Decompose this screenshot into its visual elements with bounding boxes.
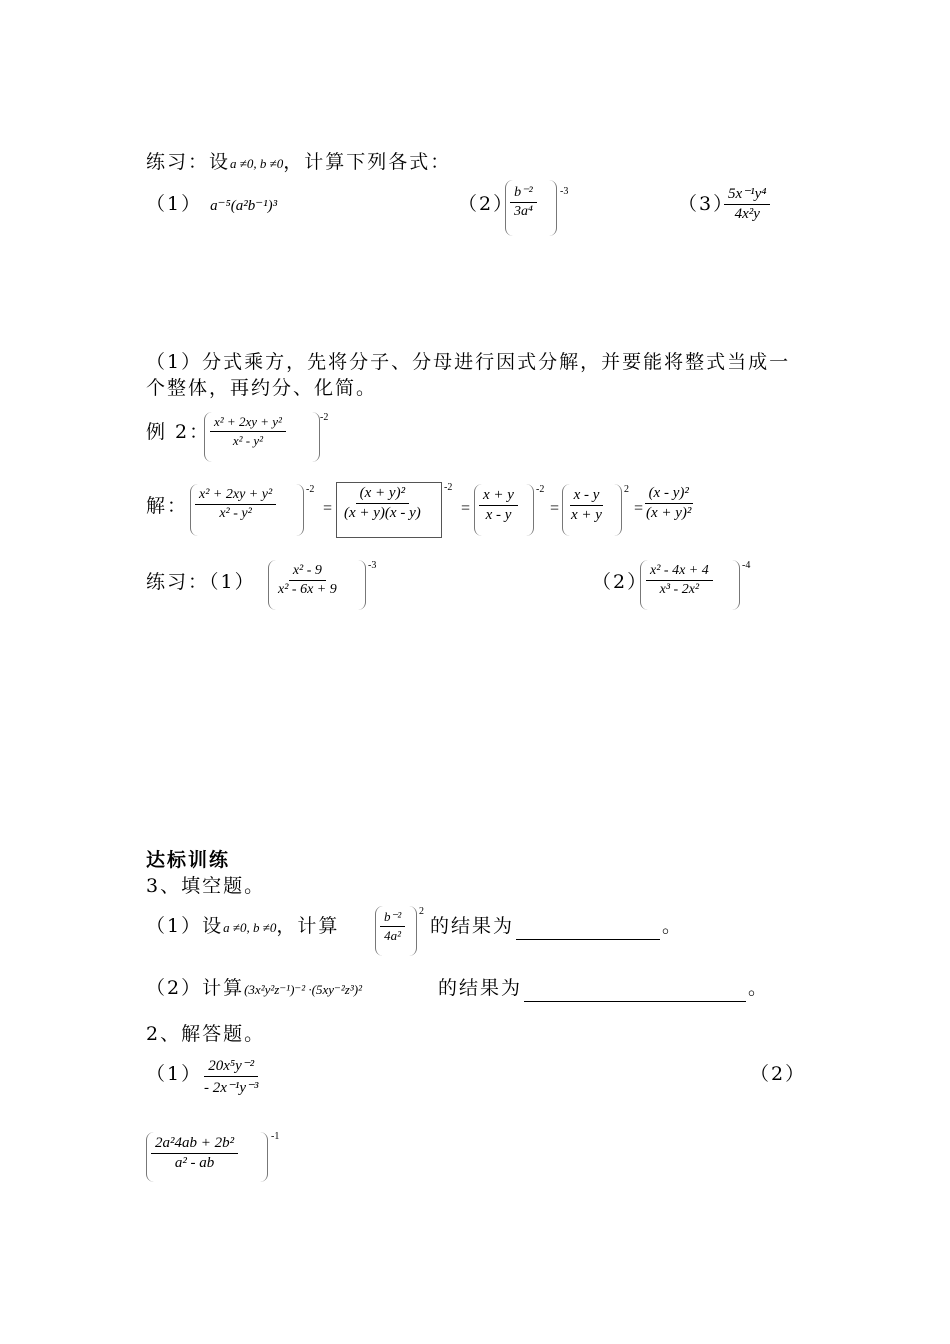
practice-2-item-2-fraction [646,563,713,598]
practice-2-label [146,568,256,596]
numerator: (x + y)² [356,485,409,504]
equals-sign: = [549,500,560,517]
numerator: b⁻² [510,184,537,203]
solution-step-2 [340,485,425,522]
q3-title: 3、填空题。 [146,875,266,897]
q2-1-number: （1） [146,1063,203,1085]
numerator: x + y [479,487,518,506]
denominator: x² - y² [219,506,252,521]
q2-1-fraction [200,1056,262,1097]
denominator: 4x²y [734,206,760,222]
q3-2-answer [438,974,769,1002]
exponent: -1 [271,1131,280,1142]
practice-2-title: 练习： [146,571,210,593]
practice-1-item-3-number: （3） [678,193,735,215]
q2-2-fraction [151,1135,238,1172]
equals-sign: = [460,500,471,517]
denominator: x² - 6x + 9 [278,582,337,597]
numerator: x² + 2xy + y² [210,414,286,432]
section-title: 达标训练 [146,849,231,871]
exponent: -4 [742,560,751,571]
numerator: b⁻² [380,909,405,927]
item-expression: a⁻⁵(a²b⁻¹)³ [210,198,278,214]
exponent: -3 [368,560,377,571]
q2-2-number: （2） [750,1063,807,1085]
equals-sign: = [633,500,644,517]
q3-2-end: 。 [748,977,770,999]
exponent: 2 [624,484,629,495]
answer-blank[interactable] [524,979,746,1002]
numerator: 5x⁻¹y⁴ [724,184,770,205]
practice-1-item-3-fraction [724,184,770,223]
solution-label: 解： [146,495,189,517]
denominator: 3a⁴ [514,204,533,219]
example-2-label: 例 2： [146,421,211,443]
q2-title: 2、解答题。 [146,1023,266,1045]
exponent: 2 [419,906,424,917]
note-line-1: （1）分式乘方，先将分子、分母进行因式分解，并要能将整式当成一 [146,351,791,373]
note-line-2: 个整体，再约分、化简。 [146,377,378,399]
item-number: （1） [209,571,256,593]
q3-1-suffix: 的结果为 [430,915,515,937]
practice-2-item-1-fraction [274,563,341,598]
practice-1-item-2-fraction [510,184,537,220]
practice-1-item-1 [146,190,277,220]
denominator: (x + y)(x - y) [344,505,421,521]
numerator: x² - 4x + 4 [646,563,713,581]
practice-1-prefix: 练习：设 [146,151,231,173]
practice-2-item-2-number: （2） [592,571,649,593]
q3-2-prefix: （2）计算 [146,977,245,999]
q3-1-end: 。 [662,915,684,937]
practice-1-suffix: ，计算下列各式： [283,151,452,173]
solution-step-1 [195,487,276,522]
exponent: -2 [306,484,315,495]
q3-1-prefix: （1）设 [146,915,224,937]
exponent: -2 [444,482,453,493]
solution-step-3 [479,487,518,524]
numerator: 20x⁵y⁻² [204,1056,258,1077]
numerator: x² - 9 [289,563,326,581]
q3-1-condition: a ≠0, b ≠0 [223,920,277,935]
q3-1-fraction [380,909,405,944]
numerator: (x - y)² [645,485,693,504]
denominator: 4a² [384,928,402,943]
practice-1-item-2-number: （2） [458,193,515,215]
denominator: a² - ab [174,1155,215,1171]
q3-1 [146,912,339,942]
solution-step-5 [642,485,695,522]
exponent: -2 [536,484,545,495]
denominator: x - y [485,507,512,523]
practice-1-condition: a ≠0, b ≠0 [230,156,284,171]
q3-1-mid: ，计算 [276,915,340,937]
q3-2-suffix: 的结果为 [438,977,523,999]
numerator: x² + 2xy + y² [195,487,276,505]
solution-step-4 [567,487,606,524]
denominator: x + y [571,507,602,523]
item-number: （1） [146,193,203,215]
practice-1-heading [146,148,451,178]
q3-2 [146,974,362,1004]
answer-blank[interactable] [516,917,660,940]
example-2-fraction [210,414,286,449]
exponent: -3 [560,186,569,197]
denominator: x³ - 2x² [659,582,700,597]
denominator: (x + y)² [646,505,692,521]
denominator: - 2x⁻¹y⁻³ [204,1080,259,1096]
numerator: 2a²4ab + 2b² [151,1135,238,1154]
denominator: x² - y² [232,433,264,448]
equals-sign: = [322,500,333,517]
numerator: x - y [570,487,604,506]
exponent: -2 [320,412,329,423]
q3-1-answer [430,912,683,940]
q3-2-expression: (3x²y²z⁻¹)⁻² ·(5xy⁻²z³)² [244,982,362,997]
